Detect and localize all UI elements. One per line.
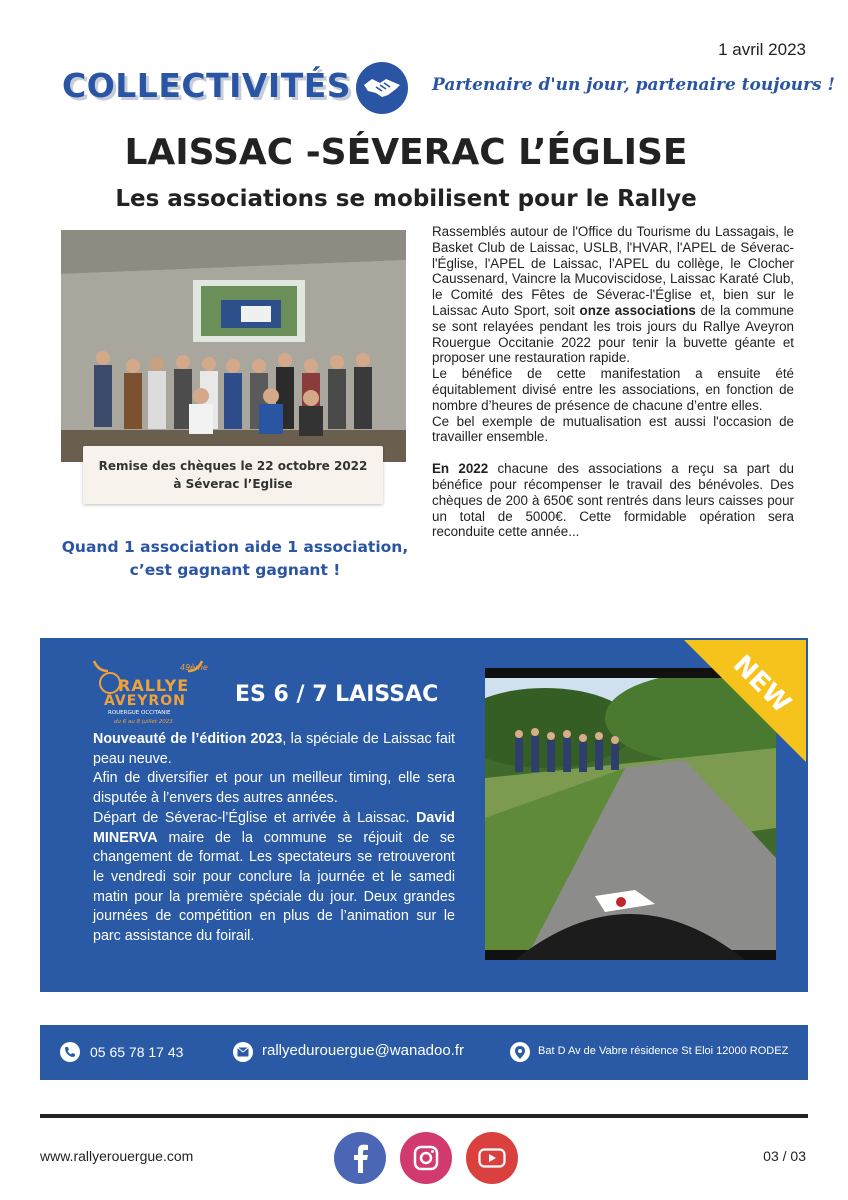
- quote-line-1: Quand 1 association aide 1 association,: [61, 538, 409, 556]
- article-subtitle: Les associations se mobilisent pour le Rallye: [115, 186, 697, 212]
- section-title: COLLECTIVITÉS: [62, 66, 352, 105]
- issue-date: 1 avril 2023: [718, 40, 806, 59]
- stage-paragraph: Nouveauté de l’édition 2023, la spéciale de Laissac fait peau neuve.: [93, 731, 455, 767]
- logo-dates: du 6 au 8 juillet 2023: [114, 719, 173, 725]
- article-paragraph: Le bénéfice de cette manifestation a ensuite été équitablement divisé entre les associations, en fonction de nombre d’heures de présence de chacune d’entre elles.: [432, 366, 794, 413]
- location-icon: [510, 1042, 530, 1062]
- page-number: 03 / 03: [763, 1148, 806, 1164]
- quote-line-2: c’est gagnant gagnant !: [129, 561, 341, 579]
- stage-title: ES 6 / 7 LAISSAC: [235, 682, 439, 707]
- logo-line-1: RALLYE: [118, 676, 190, 695]
- group-photo: [61, 230, 406, 462]
- stage-paragraph: Départ de Séverac-l’Église et arrivée à Laissac. David MINERVA maire de la commune se réjouit de se changement de format. Les spectateurs se retrouveront le vendredi soir pour conclure la journée et le samedi matin pour la première spéciale du jour. Deux grandes journées de compétition en plus de l’animation sur le parc assistance du foirail.: [93, 809, 455, 945]
- caption-line-2: à Séverac l’Eglise: [173, 477, 293, 491]
- logo-line-2: AVEYRON: [104, 693, 186, 709]
- new-badge-label: NEW: [726, 649, 797, 720]
- article-body: [432, 224, 794, 540]
- article-paragraph: Ce bel exemple de mutualisation est aussi l'occasion de travailler ensemble.: [432, 413, 794, 445]
- article-paragraph: En 2022 chacune des associations a reçu sa part du bénéfice pour récompenser le travail des bénévoles. Des chèques de 200 à 650€ sont rentrés dans leurs caisses pour un total de 5000€. Cette formidable opération sera reconduite cette année...: [432, 461, 794, 540]
- article-paragraph: Rassemblés autour de l'Office du Tourisme du Lassagais, le Basket Club de Laissac, USLB, l'HVAR, l'APEL de Séverac-l'Église, l'APEL de Laissac, l'APEL du collège, le Clocher Caussenard, Vaincre la Mucoviscidose, Laissac Karaté Club, le Comité des Fêtes de Séverac-l'Église et, bien sur le Laissac Auto Sport, soit onze associations de la commune se sont relayées pendant les trois jours du Rallye Aveyron Rouergue Occitanie 2022 pour tenir la buvette géante et proposer une restauration rapide.: [432, 224, 794, 366]
- website-link[interactable]: www.rallyerouergue.com: [40, 1148, 194, 1164]
- handshake-icon: [356, 62, 408, 114]
- postal-address: Bat D Av de Vabre résidence St Eloi 12000 RODEZ: [538, 1045, 789, 1057]
- rally-logo: [88, 657, 216, 727]
- pull-quote: [40, 536, 430, 582]
- facebook-icon[interactable]: [334, 1132, 386, 1184]
- phone-number[interactable]: 05 65 78 17 43: [90, 1044, 184, 1060]
- contact-bar: [40, 1025, 808, 1080]
- logo-line-3: ROUERGUE OCCITANIE: [108, 710, 171, 716]
- footer-divider: [40, 1114, 808, 1118]
- caption-line-1: Remise des chèques le 22 octobre 2022: [98, 459, 368, 473]
- logo-edition: 49ème: [180, 663, 208, 672]
- tagline: Partenaire d'un jour, partenaire toujours !: [432, 75, 835, 95]
- photo-caption: [83, 446, 383, 504]
- stage-body: [93, 730, 455, 947]
- email-address[interactable]: rallyedurouergue@wanadoo.fr: [262, 1042, 465, 1059]
- stage-paragraph: Afin de diversifier et pour un meilleur timing, elle sera disputée à l’envers des autres années.: [93, 770, 455, 807]
- new-badge: [684, 640, 806, 762]
- email-icon: [233, 1042, 253, 1062]
- phone-icon: [60, 1042, 80, 1062]
- article-title: LAISSAC -SÉVERAC L’ÉGLISE: [124, 132, 688, 173]
- instagram-icon[interactable]: [400, 1132, 452, 1184]
- youtube-icon[interactable]: [466, 1132, 518, 1184]
